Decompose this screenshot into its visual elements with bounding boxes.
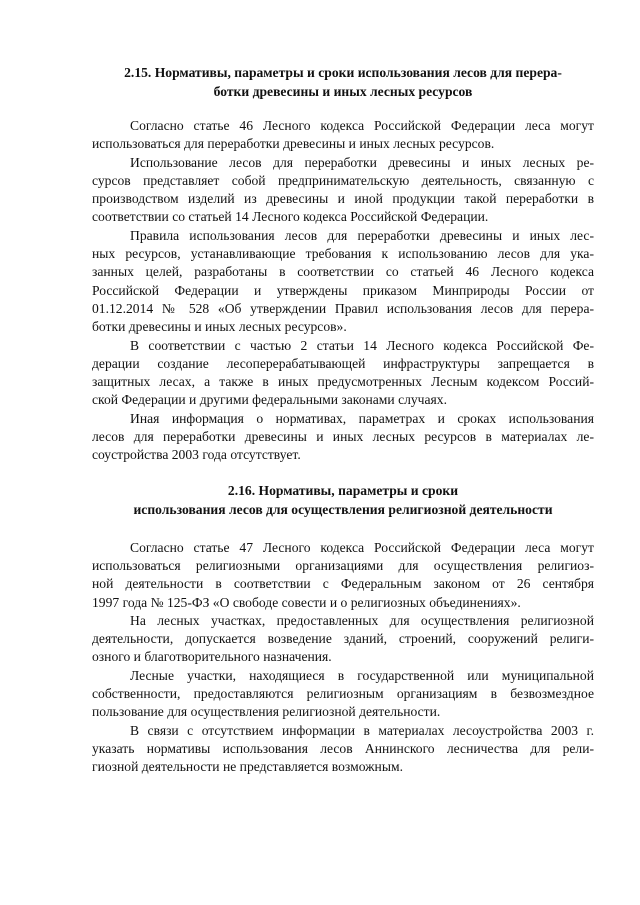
text-line: Использование лесов для переработки древесины и иных лесных ре-	[130, 154, 594, 170]
text-line: занных целей, разработаны в соответствии со статьей 46 Лесного кодекса	[92, 264, 594, 280]
paragraph	[92, 410, 594, 465]
text-line: деятельности, допускается возведение зданий, строений, сооружений религи-	[92, 631, 594, 647]
section-2-15-heading	[92, 63, 594, 101]
text-line: Иная информация о нормативах, параметрах и сроках использования	[130, 410, 594, 426]
text-line: Российской Федерации и утверждены приказом Минприроды России от	[92, 282, 594, 298]
paragraph	[92, 227, 594, 337]
text-line: защитных лесах, а также в иных предусмотренных Лесным кодексом Россий-	[92, 374, 594, 390]
text-line: ботки древесины и иных лесных ресурсов».	[92, 319, 347, 335]
text-line: использоваться религиозными организациями для осуществления религиоз-	[92, 557, 594, 573]
text-line: производством изделий из древесины и иной продукции такой переработки в	[92, 191, 594, 207]
heading-line: 2.15. Нормативы, параметры и сроки использования лесов для перера-	[124, 65, 562, 80]
text-line: ской Федерации и другими федеральными законами случаях.	[92, 392, 448, 408]
text-line: гиозной деятельности не представляется возможным.	[92, 759, 403, 775]
text-line: Согласно статье 47 Лесного кодекса Российской Федерации леса могут	[130, 539, 594, 555]
text-line: соустройства 2003 года отсутствует.	[92, 447, 301, 463]
text-line: собственности, предоставляются религиозным организациям в безвозмездное	[92, 686, 594, 702]
section-2-16-heading	[92, 481, 594, 519]
paragraph	[92, 667, 594, 722]
text-line: В связи с отсутствием информации в материалах лесоустройства 2003 г.	[130, 722, 594, 738]
text-line: дерации создание лесоперерабатывающей инфраструктуры запрещается в	[92, 355, 594, 371]
text-line: соответствии со статьей 14 Лесного кодекса Российской Федерации.	[92, 209, 489, 225]
text-line: На лесных участках, предоставленных для осуществления религиозной	[130, 612, 594, 628]
paragraph	[92, 337, 594, 410]
text-line: Согласно статье 46 Лесного кодекса Российской Федерации леса могут	[130, 118, 594, 133]
text-line: Лесные участки, находящиеся в государственной или муниципальной	[130, 667, 594, 683]
paragraph	[92, 539, 594, 612]
paragraph	[92, 722, 594, 777]
text-line: В соответствии с частью 2 статьи 14 Лесного кодекса Российской Фе-	[130, 337, 594, 353]
paragraph	[92, 612, 594, 667]
text-line: ных ресурсов, устанавливающие требования к использованию лесов для ука-	[92, 246, 594, 262]
text-line: Правила использования лесов для переработки древесины и иных лес-	[130, 227, 594, 243]
paragraph	[92, 154, 594, 227]
text-line: ной деятельности в соответствии с Федеральным законом от 26 сентября	[92, 576, 594, 592]
text-line: 01.12.2014 № 528 «Об утверждении Правил использования лесов для перера-	[92, 300, 594, 316]
text-line: использоваться для переработки древесины и иных лесных ресурсов.	[92, 136, 495, 152]
text-line: 1997 года № 125-ФЗ «О свободе совести и о религиозных объединениях».	[92, 594, 521, 610]
heading-line: ботки древесины и иных лесных ресурсов	[213, 84, 473, 99]
text-line: сурсов представляет собой предпринимательскую деятельность, связанную с	[92, 172, 594, 188]
text-line: пользование для осуществления религиозной деятельности.	[92, 704, 441, 720]
document-page	[92, 58, 594, 777]
text-line: озного и благотворительного назначения.	[92, 649, 332, 665]
text-line: лесов для переработки древесины и иных лесных ресурсов в материалах ле-	[92, 429, 594, 445]
paragraph	[92, 117, 594, 154]
heading-line: использования лесов для осуществления религиозной деятельности	[133, 501, 553, 517]
text-line: указать нормативы использования лесов Аннинского лесничества для рели-	[92, 740, 594, 756]
heading-line: 2.16. Нормативы, параметры и сроки	[227, 482, 459, 498]
